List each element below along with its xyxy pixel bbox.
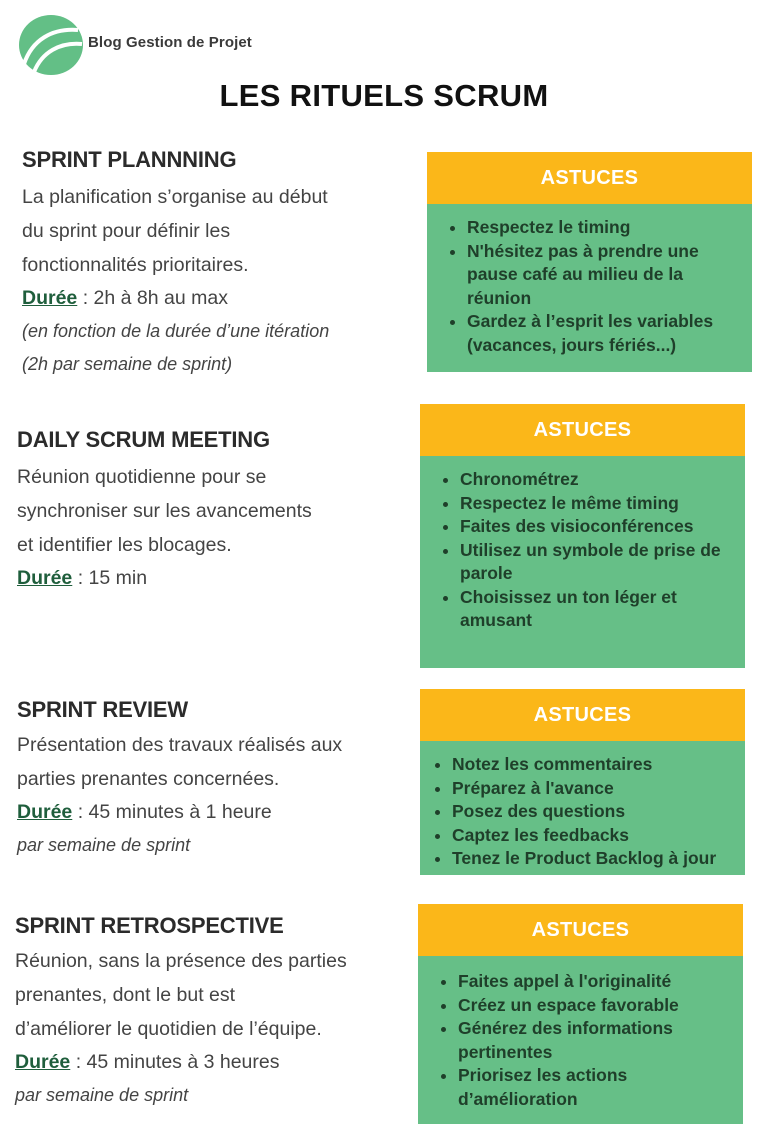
- tips-list: [420, 741, 745, 871]
- tips-title: ASTUCES: [420, 689, 745, 741]
- duration-value: : 45 minutes à 1 heure: [72, 801, 272, 823]
- tips-title: ASTUCES: [427, 152, 752, 204]
- tip-item: • Choisissez un ton léger et amusant: [460, 586, 737, 633]
- tip-item: • Respectez le même timing: [460, 492, 737, 516]
- desc-line: et identifier les blocages.: [17, 534, 232, 556]
- desc-line: synchroniser sur les avancements: [17, 500, 312, 522]
- duration-value: : 2h à 8h au max: [77, 287, 228, 309]
- duration-label: Durée: [17, 801, 73, 823]
- section-heading: SPRINT REVIEW: [17, 697, 188, 722]
- note-line: (en fonction de la durée d’une itération: [22, 321, 330, 341]
- duration-label: Durée: [22, 287, 78, 309]
- tips-title: ASTUCES: [420, 404, 745, 456]
- section-heading: DAILY SCRUM MEETING: [17, 427, 270, 452]
- duration: [17, 562, 407, 595]
- desc-line: fonctionnalités prioritaires.: [22, 254, 249, 276]
- tip-item: • Générez des informations pertinentes: [458, 1017, 735, 1064]
- note-line: par semaine de sprint: [15, 1085, 189, 1105]
- tip-item: • Chronométrez: [460, 468, 737, 492]
- tips-card-sprint-planning: [427, 152, 752, 372]
- tip-item: • Gardez à l’esprit les variables (vacances, jours fériés...): [467, 310, 744, 357]
- duration: [15, 1046, 410, 1079]
- duration-label: Durée: [15, 1051, 71, 1073]
- tip-item: • Captez les feedbacks: [452, 824, 737, 848]
- duration-label: Durée: [17, 567, 73, 589]
- tips-card-sprint-retrospective: [418, 904, 743, 1124]
- section-daily-scrum: [17, 426, 407, 595]
- tips-card-sprint-review: [420, 689, 745, 875]
- tip-item: • Priorisez les actions d’amélioration: [458, 1064, 735, 1111]
- section-sprint-retrospective: [15, 912, 410, 1112]
- tip-item: • Créez un espace favorable: [458, 994, 735, 1018]
- desc-line: prenantes, dont le but est: [15, 984, 236, 1006]
- page-title: LES RITUELS SCRUM: [219, 78, 549, 113]
- duration: [22, 282, 402, 315]
- desc-line: d’améliorer le quotidien de l’équipe.: [15, 1018, 322, 1040]
- desc-line: Réunion, sans la présence des parties: [15, 950, 347, 972]
- section-sprint-review: [17, 696, 412, 862]
- tip-item: • Préparez à l'avance: [452, 777, 737, 801]
- desc-line: parties prenantes concernées.: [17, 768, 280, 790]
- tips-list: [420, 456, 745, 633]
- note-line: (2h par semaine de sprint): [22, 354, 233, 374]
- tips-list: [427, 204, 752, 357]
- tip-item: • Tenez le Product Backlog à jour: [452, 847, 737, 871]
- brand-name: Blog Gestion de Projet: [88, 34, 252, 51]
- desc-line: Présentation des travaux réalisés aux: [17, 734, 343, 756]
- tip-item: • Notez les commentaires: [452, 753, 737, 777]
- section-heading: SPRINT PLANNNING: [22, 147, 237, 172]
- desc-line: du sprint pour définir les: [22, 220, 231, 242]
- tip-item: • Faites des visioconférences: [460, 515, 737, 539]
- desc-line: La planification s’organise au début: [22, 186, 328, 208]
- note-line: par semaine de sprint: [17, 835, 191, 855]
- desc-line: Réunion quotidienne pour se: [17, 466, 267, 488]
- duration-value: : 15 min: [72, 567, 148, 589]
- tips-card-daily-scrum: [420, 404, 745, 668]
- tip-item: • Utilisez un symbole de prise de parole: [460, 539, 737, 586]
- duration-value: : 45 minutes à 3 heures: [70, 1051, 280, 1073]
- section-sprint-planning: [22, 146, 402, 381]
- duration: [17, 796, 412, 829]
- tips-list: [418, 956, 743, 1111]
- tips-title: ASTUCES: [418, 904, 743, 956]
- tip-item: • Respectez le timing: [467, 216, 744, 240]
- tip-item: • Faites appel à l'originalité: [458, 970, 735, 994]
- blog-logo: [18, 14, 84, 76]
- section-heading: SPRINT RETROSPECTIVE: [15, 913, 284, 938]
- tip-item: • Posez des questions: [452, 800, 737, 824]
- tip-item: • N'hésitez pas à prendre une pause café au milieu de la réunion: [467, 240, 744, 311]
